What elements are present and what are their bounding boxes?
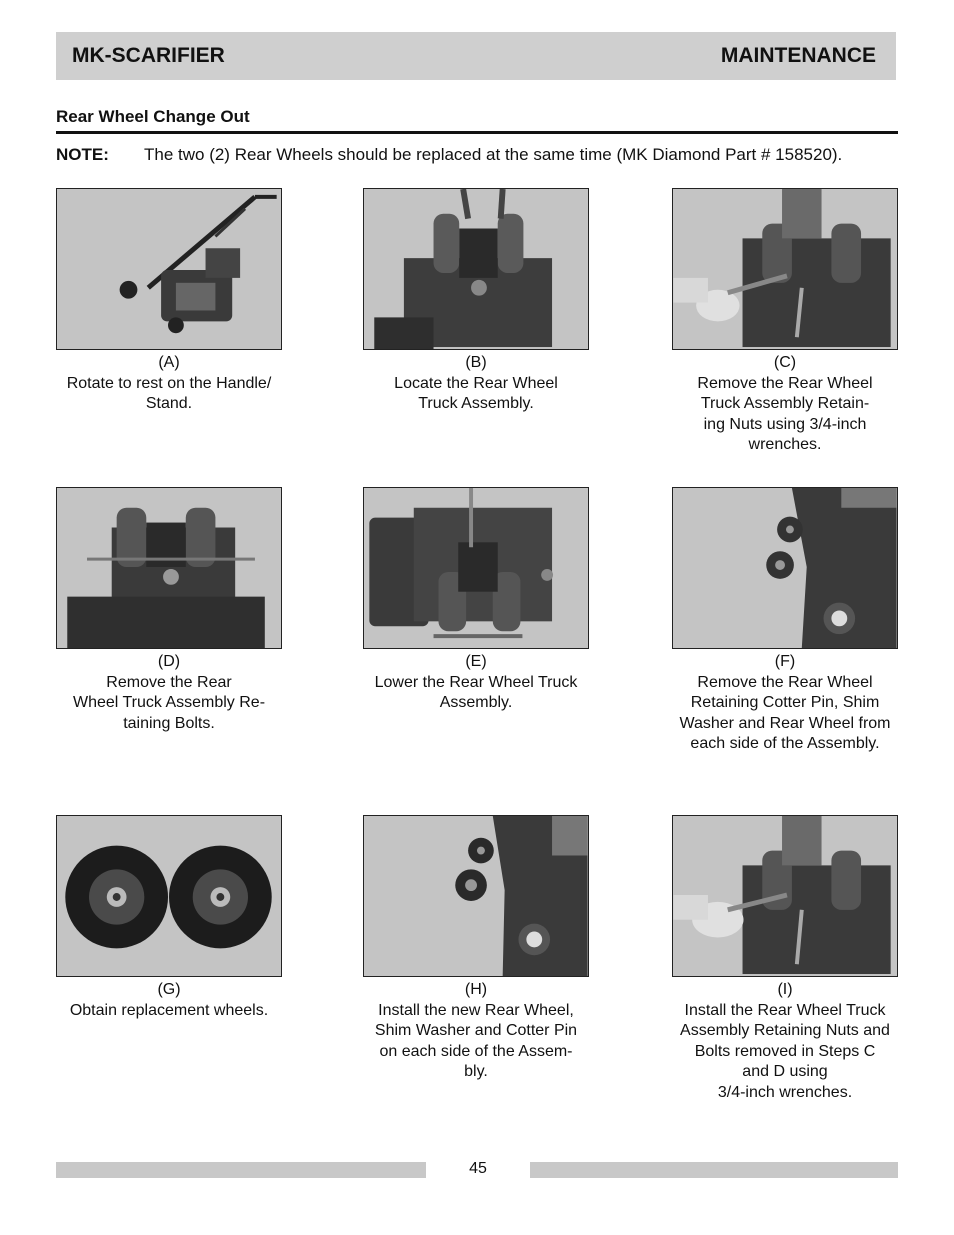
step-e-line: Lower the Rear Wheel Truck	[374, 673, 578, 691]
step-c-caption	[672, 353, 898, 456]
step-d-line: Wheel Truck Assembly Re-	[72, 694, 266, 712]
page-header	[56, 32, 896, 80]
step-i-photo	[672, 815, 898, 977]
footer-bar-left	[56, 1162, 426, 1178]
step-f	[672, 487, 898, 755]
note-text: The two (2) Rear Wheels should be replaced at the same time (MK Diamond Part # 158520).	[144, 145, 843, 164]
step-b-caption	[363, 353, 589, 415]
step-b	[363, 188, 589, 415]
step-f-line: each side of the Assembly.	[690, 735, 880, 753]
step-h-line: bly.	[464, 1063, 488, 1081]
step-i-line: 3/4-inch wrenches.	[717, 1083, 853, 1101]
step-g-line: Obtain replacement wheels.	[69, 1001, 269, 1019]
step-a-caption	[56, 353, 282, 415]
step-h-line: Install the new Rear Wheel,	[378, 1001, 574, 1019]
header-section-title: MAINTENANCE	[720, 44, 876, 67]
step-i	[672, 815, 898, 1104]
step-c-line: wrenches.	[748, 436, 822, 454]
step-g-caption	[56, 980, 282, 1021]
step-d-line: Remove the Rear	[106, 673, 232, 691]
step-e-line: Assembly.	[439, 694, 513, 712]
step-g-photo	[56, 815, 282, 977]
section-title: Rear Wheel Change Out	[56, 107, 898, 134]
note-label: NOTE:	[56, 145, 109, 164]
step-h-caption	[363, 980, 589, 1083]
step-h-line: Shim Washer and Cotter Pin	[374, 1022, 578, 1040]
step-b-letter: (B)	[465, 354, 487, 371]
step-e	[363, 487, 589, 714]
note	[56, 145, 906, 165]
step-d	[56, 487, 282, 734]
step-g-letter: (G)	[157, 981, 181, 998]
step-d-caption	[56, 652, 282, 734]
step-c-line: Remove the Rear Wheel	[697, 374, 873, 392]
step-b-line: Truck Assembly.	[418, 395, 534, 413]
step-i-letter: (I)	[777, 981, 793, 998]
step-b-line: Locate the Rear Wheel	[394, 374, 558, 392]
step-h-letter: (H)	[464, 981, 488, 998]
step-i-line: Assembly Retaining Nuts and	[680, 1022, 890, 1040]
step-e-letter: (E)	[465, 653, 487, 670]
step-f-line: Remove the Rear Wheel	[697, 673, 873, 691]
step-d-line: taining Bolts.	[123, 714, 215, 732]
step-e-photo	[363, 487, 589, 649]
footer-bar-right	[530, 1162, 898, 1178]
step-c-line: Truck Assembly Retain-	[700, 395, 870, 413]
step-g	[56, 815, 282, 1021]
step-c-photo	[672, 188, 898, 350]
step-f-caption	[672, 652, 898, 755]
step-e-caption	[363, 652, 589, 714]
step-h-line: on each side of the Assem-	[379, 1042, 573, 1060]
step-c-line: ing Nuts using 3/4-inch	[703, 415, 867, 433]
step-i-line: Install the Rear Wheel Truck	[684, 1001, 886, 1019]
step-f-line: Retaining Cotter Pin, Shim	[690, 694, 880, 712]
step-b-photo	[363, 188, 589, 350]
step-f-line: Washer and Rear Wheel from	[679, 714, 891, 732]
step-i-line: and D using	[742, 1063, 828, 1081]
step-f-letter: (F)	[774, 653, 796, 670]
step-i-line: Bolts removed in Steps C	[694, 1042, 876, 1060]
step-d-letter: (D)	[157, 653, 181, 670]
step-c-letter: (C)	[773, 354, 797, 371]
step-a-photo	[56, 188, 282, 350]
header-product-title: MK-SCARIFIER	[72, 44, 225, 67]
step-i-caption	[672, 980, 898, 1104]
step-h	[363, 815, 589, 1083]
step-d-photo	[56, 487, 282, 649]
step-f-photo	[672, 487, 898, 649]
step-h-photo	[363, 815, 589, 977]
step-a-letter: (A)	[158, 354, 180, 371]
step-a-line: Stand.	[145, 395, 193, 413]
step-c	[672, 188, 898, 456]
step-a-line: Rotate to rest on the Handle/	[66, 374, 272, 392]
step-a	[56, 188, 282, 415]
page-number: 45	[469, 1160, 487, 1177]
